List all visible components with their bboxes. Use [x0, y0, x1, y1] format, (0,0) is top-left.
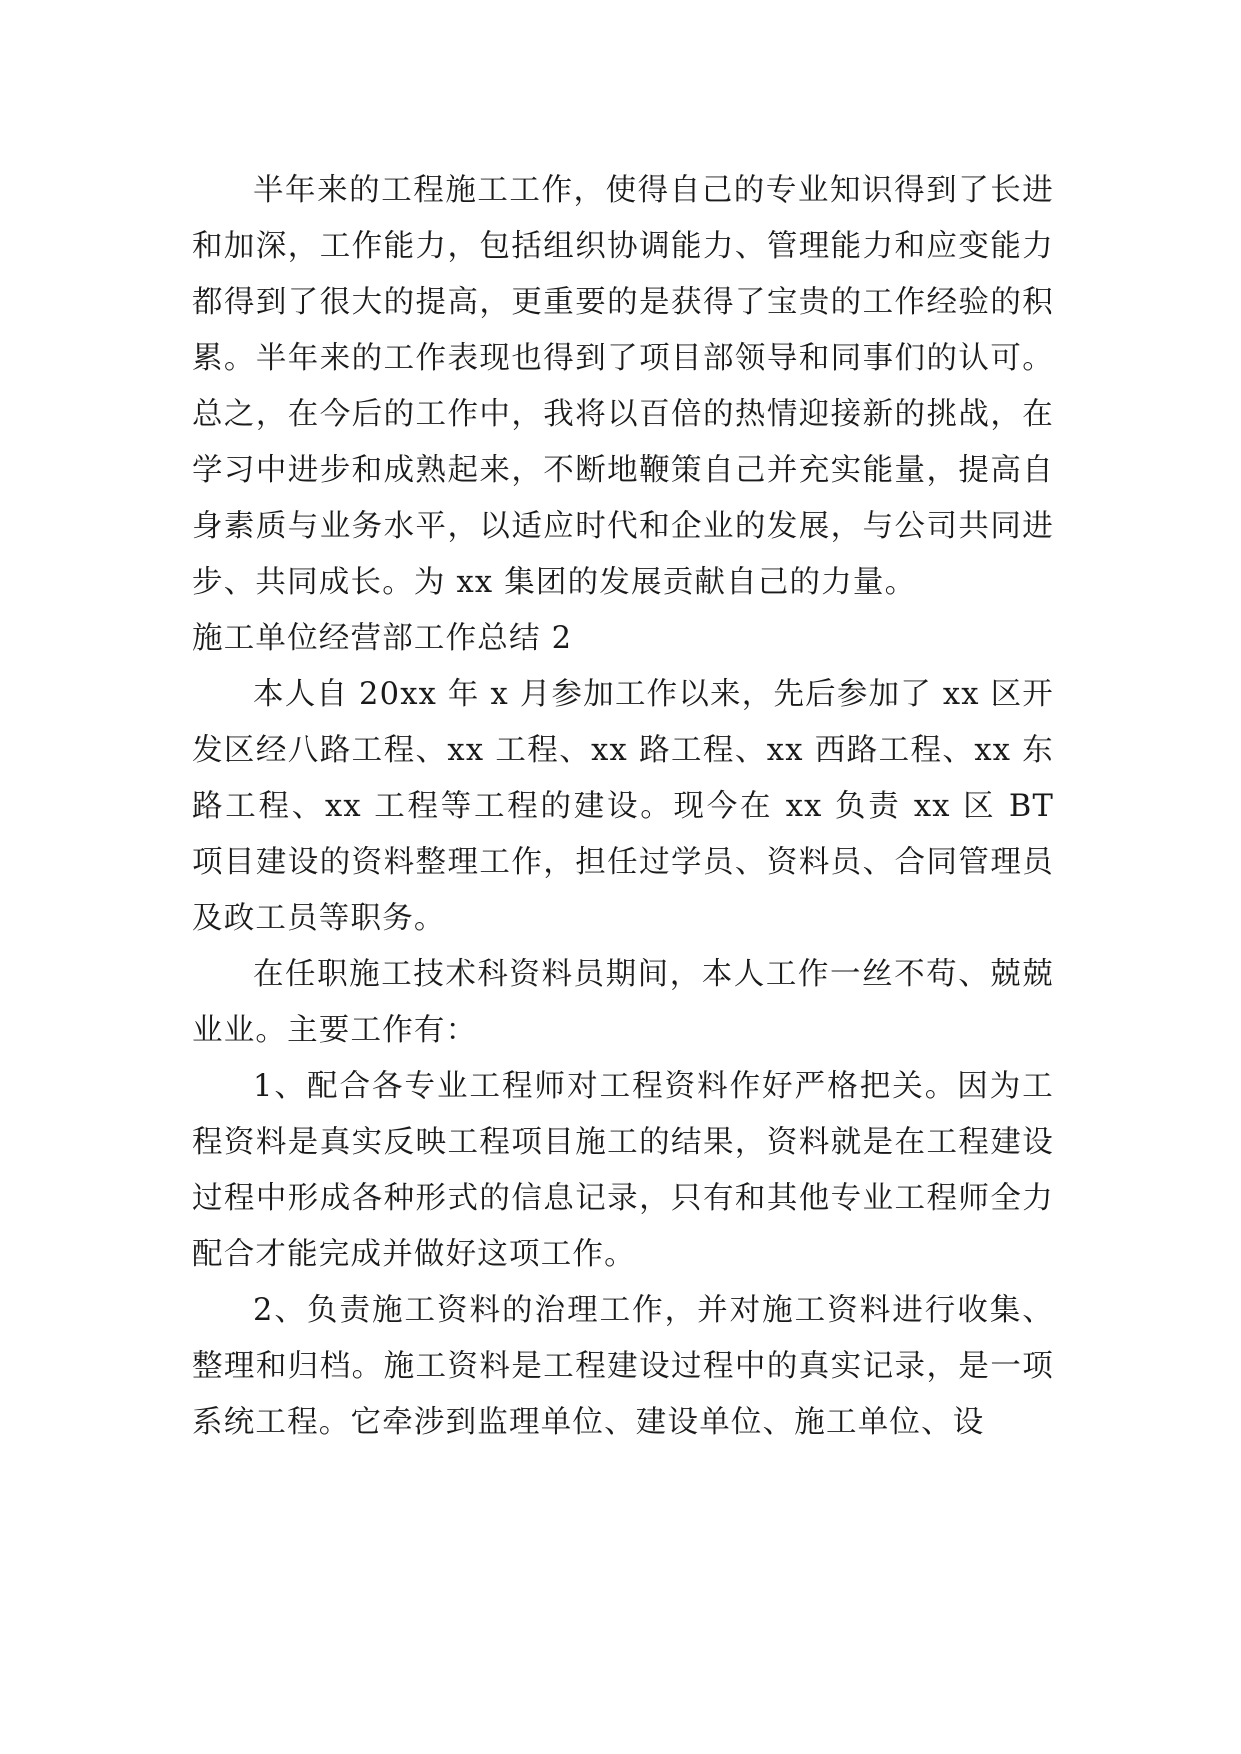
paragraph-summary-conclusion: 半年来的工程施工工作，使得自己的专业知识得到了长进和加深，工作能力，包括组织协调能力、管理能力和应变能力都得到了很大的提高，更重要的是获得了宝贵的工作经验的积累。半年来的工作表现也得到了项目部领导和同事们的认可。总之，在今后的工作中，我将以百倍的热情迎接新的挑战，在学习中进步和成熟起来，不断地鞭策自己并充实能量，提高自身素质与业务水平，以适应时代和企业的发展，与公司共同进步、共同成长。为 xx 集团的发展贡献自己的力量。 — [192, 173, 1054, 600]
paragraph-item-2: 2、负责施工资料的治理工作，并对施工资料进行收集、整理和归档。施工资料是工程建设过程中的真实记录，是一项系统工程。它牵涉到监理单位、建设单位、施工单位、设 — [192, 1293, 1054, 1440]
section-heading: 施工单位经营部工作总结 2 — [192, 621, 573, 656]
paragraph-work-history: 本人自 20xx 年 x 月参加工作以来，先后参加了 xx 区开发区经八路工程、xx 工程、xx 路工程、xx 西路工程、xx 东路工程、xx 工程等工程的建设。现今在 xx 负责 xx 区 BT 项目建设的资料整理工作，担任过学员、资料员、合同管理员及政工员等职务。 — [192, 677, 1054, 936]
paragraph-role-intro: 在任职施工技术科资料员期间，本人工作一丝不苟、兢兢业业。主要工作有： — [192, 957, 1054, 1048]
paragraph-item-1: 1、配合各专业工程师对工程资料作好严格把关。因为工程资料是真实反映工程项目施工的结果，资料就是在工程建设过程中形成各种形式的信息记录，只有和其他专业工程师全力配合才能完成并做好这项工作。 — [192, 1069, 1054, 1272]
document-body — [192, 163, 1054, 1451]
